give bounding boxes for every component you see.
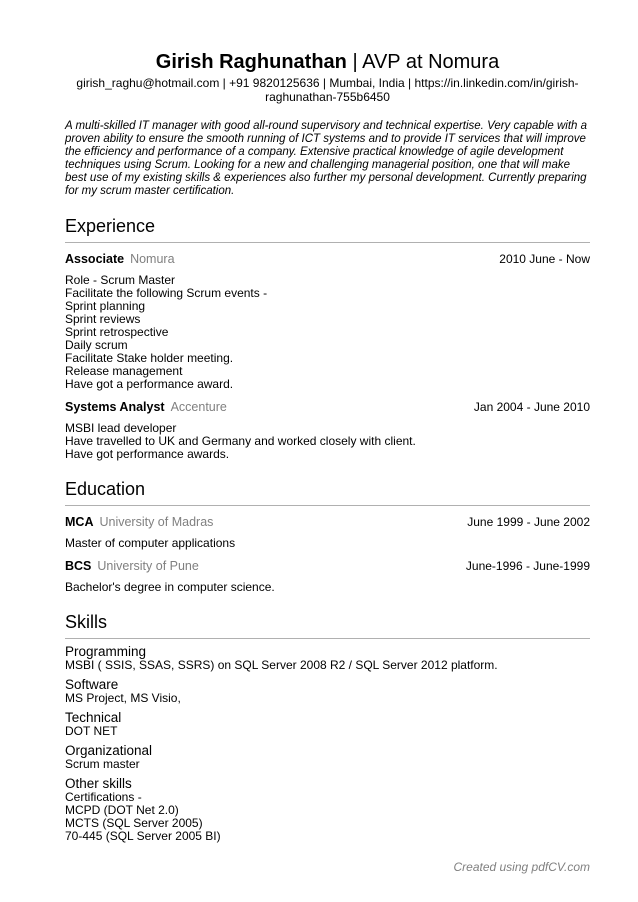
skills-heading: Skills: [65, 612, 590, 639]
education-title-group: [65, 515, 213, 529]
skill-category: Organizational: [65, 743, 153, 758]
experience-dates: 2010 June - Now: [499, 252, 590, 266]
description-line: Facilitate Stake holder meeting.: [65, 351, 234, 365]
skills-list: [65, 645, 590, 843]
description-line: Release management: [65, 364, 183, 378]
skill-details: [65, 692, 590, 705]
summary-text: A multi-skilled IT manager with good all-round supervisory and technical expertise. Very capable with a proven ability to ensure the smooth running of ICT systems and to provide IT services that will improve the efficiency and performance of a company. Extensive practical knowledge of agile development techniques using Scrum. Looking for a new and challenging managerial position, one that will make best use of my existing skills & experiences also further my personal development. Currently preparing for my scrum master certification.: [65, 120, 588, 197]
experience-org: Accenture: [170, 400, 227, 414]
education-entry: [65, 559, 590, 594]
description-line: Sprint retrospective: [65, 325, 169, 339]
resume-header: [65, 0, 590, 104]
experience-dates: Jan 2004 - June 2010: [473, 400, 590, 414]
experience-title: Systems Analyst: [65, 400, 165, 414]
skill-line: MCPD (DOT Net 2.0): [65, 803, 179, 817]
job-title: AVP at Nomura: [362, 51, 500, 73]
education-title-group: [65, 559, 199, 573]
skill-line: DOT NET: [65, 724, 118, 738]
skill-details: [65, 758, 590, 771]
experience-head: [65, 400, 590, 414]
skill-group: [65, 645, 590, 672]
description-line: Have got performance awards.: [65, 447, 230, 461]
description-line: Sprint planning: [65, 299, 146, 313]
education-head: [65, 515, 590, 529]
resume-page: [65, 0, 590, 843]
education-head: [65, 559, 590, 573]
experience-org: Nomura: [130, 252, 175, 266]
experience-head: [65, 252, 590, 266]
skill-line: 70-445 (SQL Server 2005 BI): [65, 829, 221, 843]
skill-line: MSBI ( SSIS, SSAS, SSRS) on SQL Server 2008 R2 / SQL Server 2012 platform.: [65, 658, 498, 672]
skill-group: [65, 678, 590, 705]
skill-line: Certifications -: [65, 790, 142, 804]
name-line: [65, 50, 590, 74]
description-line: Role - Scrum Master: [65, 273, 176, 287]
education-org: University of Pune: [97, 559, 199, 573]
skill-group: [65, 744, 590, 771]
skill-details: [65, 725, 590, 738]
description-line: Have got a performance award.: [65, 377, 234, 391]
description-line: Facilitate the following Scrum events -: [65, 286, 268, 300]
education-title: MCA: [65, 515, 94, 529]
skill-details: [65, 659, 590, 672]
experience-entry: [65, 252, 590, 391]
education-list: [65, 515, 590, 594]
footer-credit: Created using pdfCV.com: [453, 860, 590, 874]
skill-line: MS Project, MS Visio,: [65, 691, 181, 705]
skill-category: Software: [65, 677, 119, 692]
education-dates: June 1999 - June 2002: [467, 515, 590, 529]
description-line: Daily scrum: [65, 338, 128, 352]
experience-title: Associate: [65, 252, 125, 266]
experience-title-group: [65, 400, 227, 414]
education-entry: [65, 515, 590, 550]
skill-group: [65, 711, 590, 738]
skill-category: Technical: [65, 710, 122, 725]
skill-line: MCTS (SQL Server 2005): [65, 816, 203, 830]
education-org: University of Madras: [99, 515, 214, 529]
education-dates: June-1996 - June-1999: [465, 559, 590, 573]
education-title: BCS: [65, 559, 92, 573]
person-name: Girish Raghunathan: [155, 51, 347, 73]
experience-list: [65, 252, 590, 461]
education-description: Master of computer applications: [65, 536, 236, 550]
description-line: Have travelled to UK and Germany and worked closely with client.: [65, 434, 416, 448]
skill-group: [65, 777, 590, 843]
education-heading: Education: [65, 479, 590, 506]
experience-description: [65, 274, 590, 391]
skill-category: Other skills: [65, 776, 132, 791]
skill-line: Scrum master: [65, 757, 140, 771]
experience-heading: Experience: [65, 216, 590, 243]
description-line: MSBI lead developer: [65, 421, 177, 435]
education-description: Bachelor's degree in computer science.: [65, 580, 275, 594]
description-line: Sprint reviews: [65, 312, 141, 326]
contact-info: girish_raghu@hotmail.com | +91 9820125636 | Mumbai, India | https://in.linkedin.com/in/girish-raghunathan-755b6450: [76, 76, 579, 104]
skill-details: [65, 791, 590, 843]
experience-entry: [65, 400, 590, 461]
skill-category: Programming: [65, 644, 147, 659]
experience-title-group: [65, 252, 175, 266]
experience-description: [65, 422, 590, 461]
title-separator: |: [346, 51, 363, 73]
